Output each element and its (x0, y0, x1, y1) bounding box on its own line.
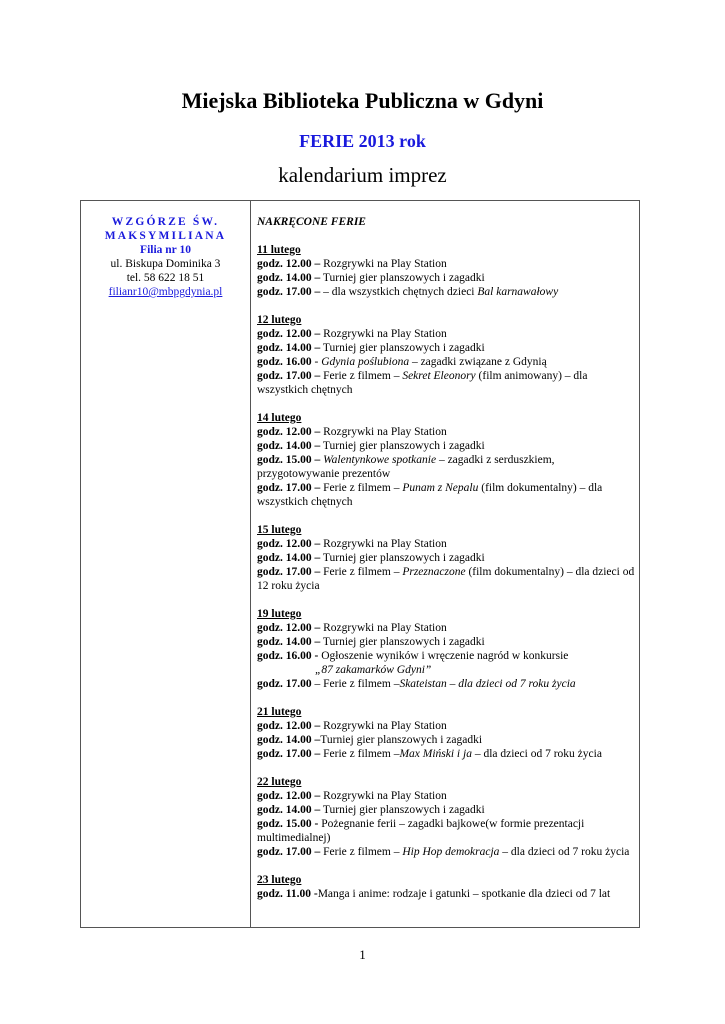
event-line (257, 453, 635, 481)
event-line (257, 271, 635, 285)
event-text: - (311, 356, 322, 368)
event-time: godz. 12.00 – (257, 538, 321, 550)
event-time: godz. 16.00 (257, 356, 312, 368)
event-time: godz. 12.00 – (257, 622, 321, 634)
day-date: 21 lutego (257, 706, 302, 718)
event-text: Rozgrywki na Play Station (320, 622, 447, 634)
branch-name-line2: MAKSYMILIANA (104, 230, 227, 242)
day-date: 15 lutego (257, 524, 302, 536)
document-subtitle: FERIE 2013 rok (299, 131, 426, 151)
event-title: Skateistan – dla dzieci od 7 roku życia (399, 678, 576, 690)
event-time: godz. 15.00 – (257, 454, 321, 466)
event-time: godz. 14.00 – (257, 440, 321, 452)
event-line (257, 481, 635, 509)
day-date: 12 lutego (257, 314, 302, 326)
event-line (257, 341, 635, 355)
event-text: Rozgrywki na Play Station (320, 258, 447, 270)
column-divider (250, 201, 251, 927)
program-day (257, 873, 635, 901)
event-text: Turniej gier planszowych i zagadki (320, 272, 485, 284)
page-number: 1 (359, 947, 366, 962)
event-text-rest: (film dokumentalny) – dla dzieci od 12 roku życia (257, 566, 635, 592)
event-time: godz. 17.00 – (257, 846, 321, 858)
event-text: – Ferie z filmem – (311, 678, 400, 690)
event-line (257, 887, 635, 901)
event-text: Rozgrywki na Play Station (320, 538, 447, 550)
event-text: Manga i anime: rodzaje i gatunki – spotkanie dla dzieci od 7 lat (317, 888, 611, 900)
event-text: Turniej gier planszowych i zagadki (320, 440, 485, 452)
event-time: godz. 14.00 – (257, 272, 321, 284)
event-line (257, 285, 635, 299)
day-date: 23 lutego (257, 874, 302, 886)
event-line (257, 621, 635, 635)
event-text: Ogłoszenie wyników i wręczenie nagród w konkursie (318, 650, 569, 662)
day-date: 22 lutego (257, 776, 302, 788)
program-day (257, 705, 635, 761)
event-time: godz. 17.00 – (257, 566, 321, 578)
event-line (257, 677, 635, 691)
event-time: godz. 16.00 - (257, 650, 319, 662)
day-date: 14 lutego (257, 412, 302, 424)
branch-phone: tel. 58 622 18 51 (126, 272, 205, 284)
event-time: godz. 12.00 – (257, 426, 321, 438)
event-time: godz. 15.00 - (257, 818, 319, 830)
event-line (257, 551, 635, 565)
event-text: Turniej gier planszowych i zagadki (320, 342, 485, 354)
event-line (257, 355, 635, 369)
event-line (257, 663, 635, 677)
branch-name-line1: WZGÓRZE ŚW. (111, 216, 220, 228)
event-time: godz. 14.00 – (257, 734, 321, 746)
event-text: Ferie z filmem – (320, 566, 403, 578)
event-time: godz. 17.00 – (257, 482, 321, 494)
day-date: 19 lutego (257, 608, 302, 620)
event-time: godz. 12.00 – (257, 328, 321, 340)
event-text: Rozgrywki na Play Station (320, 426, 447, 438)
document-subtitle-calendar: kalendarium imprez (278, 163, 447, 187)
program-heading: NAKRĘCONE FERIE (257, 216, 366, 228)
event-title: Przeznaczone (402, 566, 466, 578)
event-time: godz. 14.00 – (257, 552, 321, 564)
event-line (257, 789, 635, 803)
event-text-rest: – zagadki związane z Gdynią (409, 356, 547, 368)
event-line (257, 635, 635, 649)
event-line (257, 327, 635, 341)
event-text-rest: (film dokumentalny) – dla wszystkich chętnych (257, 482, 603, 508)
event-time: godz. 11.00 - (257, 888, 318, 900)
branch-filia: Filia nr 10 (140, 244, 191, 256)
program-days (257, 243, 635, 901)
program-day (257, 313, 635, 397)
event-text: Turniej gier planszowych i zagadki (320, 804, 485, 816)
event-line (257, 565, 635, 593)
event-time: godz. 17.00 – (257, 370, 321, 382)
event-time: godz. 14.00 – (257, 804, 321, 816)
event-line (257, 439, 635, 453)
branch-address: ul. Biskupa Dominika 3 (110, 258, 221, 270)
event-line (257, 719, 635, 733)
event-text: Ferie z filmem – (320, 370, 403, 382)
event-time: godz. 14.00 – (257, 342, 321, 354)
program-day (257, 411, 635, 509)
program-day (257, 243, 635, 299)
event-title: Punam z Nepalu (402, 482, 479, 494)
document-title: Miejska Biblioteka Publiczna w Gdyni (181, 88, 544, 113)
program-day (257, 775, 635, 859)
event-title: „87 zakamarków Gdyni” (315, 664, 432, 676)
event-line (257, 803, 635, 817)
branch-email-link[interactable]: filianr10@mbpgdynia.pl (108, 286, 223, 298)
event-text-rest: – dla dzieci od 7 roku życia (499, 846, 630, 858)
event-time: godz. 12.00 – (257, 258, 321, 270)
event-title: Sekret Eleonory (402, 370, 476, 382)
event-time: godz. 14.00 – (257, 636, 321, 648)
event-line (257, 649, 635, 663)
event-text: Rozgrywki na Play Station (320, 790, 447, 802)
event-line (257, 747, 635, 761)
event-line (257, 257, 635, 271)
branch-info (81, 215, 250, 299)
event-text: Rozgrywki na Play Station (320, 328, 447, 340)
event-text: Turniej gier planszowych i zagadki (320, 636, 485, 648)
event-text: – dla wszystkich chętnych dzieci (320, 286, 475, 298)
event-text: Turniej gier planszowych i zagadki (320, 552, 485, 564)
day-date: 11 lutego (257, 244, 301, 256)
event-title: Gdynia poślubiona (321, 356, 410, 368)
event-text: Turniej gier planszowych i zagadki (320, 734, 483, 746)
program-day (257, 523, 635, 593)
event-time: godz. 12.00 – (257, 720, 321, 732)
event-text: Rozgrywki na Play Station (320, 720, 447, 732)
event-line (257, 733, 635, 747)
event-title: Max Miński i ja (399, 748, 472, 760)
program-column (257, 215, 635, 915)
event-text: Ferie z filmem – (320, 748, 400, 760)
event-line (257, 845, 635, 859)
event-text-rest: – dla dzieci od 7 roku życia (471, 748, 602, 760)
event-line (257, 369, 635, 397)
event-text: Ferie z filmem – (320, 482, 403, 494)
event-title: Bal karnawałowy (474, 286, 559, 298)
event-title: Hip Hop demokracja (402, 846, 500, 858)
event-text-rest: – zagadki z serduszkiem, przygotowywanie prezentów (257, 454, 555, 480)
events-table (80, 200, 640, 928)
event-line (257, 425, 635, 439)
event-line (257, 817, 635, 845)
event-text: Pożegnanie ferii – zagadki bajkowe(w formie prezentacji multimedialnej) (257, 818, 585, 844)
event-line (257, 537, 635, 551)
event-text: Ferie z filmem – (320, 846, 403, 858)
event-time: godz. 17.00 – (257, 286, 321, 298)
event-time: godz. 17.00 (257, 678, 312, 690)
event-title: Walentynkowe spotkanie (320, 454, 437, 466)
program-day (257, 607, 635, 691)
event-time: godz. 17.00 – (257, 748, 321, 760)
event-text-rest: (film animowany) – dla wszystkich chętnych (257, 370, 588, 396)
event-time: godz. 12.00 – (257, 790, 321, 802)
